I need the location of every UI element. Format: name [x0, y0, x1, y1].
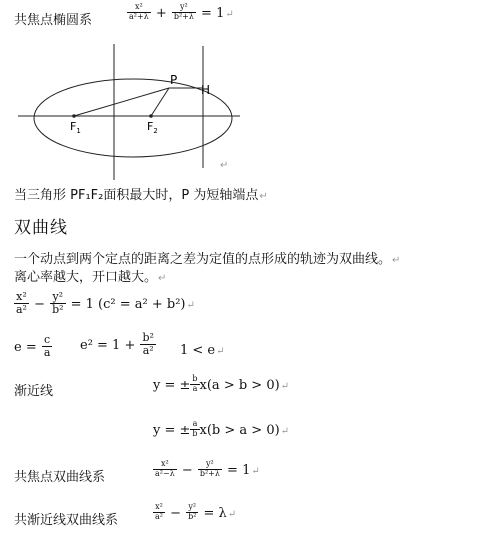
coasymptote-hyperbola-equation: $\frac{\text{x²}}{\text{a²}}$ − $\frac{\text{y²}}{\text{b²}}$ = λ↵ [155, 502, 237, 521]
diagram-paragraph-mark: ↵ [220, 160, 229, 171]
eccentricity-note: 离心率越大，开口越大。↵ [14, 270, 167, 285]
cofocal-ellipse-label: 共焦点椭圆系 [14, 13, 93, 28]
focus-f2-point [149, 114, 153, 118]
hyperbola-standard-equation: $\frac{\text{x²}}{\text{a²}}$ − $\frac{\text{y²}}{\text{b²}}$ = 1 (c² = a² + b²)↵ [16, 290, 195, 317]
coasymptote-hyperbola-label: 共渐近线双曲线系 [14, 513, 119, 528]
focus-f1-point [72, 114, 76, 118]
cofocal-hyperbola-equation: $\frac{\text{x²}}{\text{a²−λ}}$ − $\frac{\text{y²}}{\text{b²+λ}}$ = 1↵ [155, 459, 260, 478]
label-f2: $F_2$ [147, 120, 158, 135]
cofocal-hyperbola-label: 共焦点双曲线系 [14, 470, 106, 485]
label-p: P [170, 73, 178, 87]
segment-pf1 [74, 88, 169, 116]
hyperbola-heading: 双曲线 [14, 218, 68, 238]
label-h: H [201, 83, 211, 97]
eccentricity-squared-equation: e² = 1 + $\frac{\text{b²}}{\text{a²}}$ [80, 331, 154, 358]
asymptote-equation-1: y = ± $\frac{b}{a}$ x(a > b > 0)↵ [153, 374, 290, 393]
asymptote-equation-2: y = ± $\frac{a}{b}$ x(b > a > 0)↵ [153, 419, 290, 438]
max-area-note: 当三角形 PF₁F₂面积最大时，P 为短轴端点↵ [14, 188, 268, 203]
ellipse-diagram [14, 42, 244, 182]
hyperbola-definition: 一个动点到两个定点的距离之差为定值的点形成的轨迹为双曲线。↵ [14, 252, 401, 267]
label-f1: $F_1$ [70, 120, 81, 135]
eccentricity-range: 1 < e↵ [180, 343, 225, 358]
asymptote-label: 渐近线 [14, 384, 54, 399]
cofocal-ellipse-equation: $\frac{\text{x²}}{\text{a²+λ}}$ + $\frac{\text{y²}}{\text{b²+λ}}$ = 1↵ [129, 2, 234, 21]
eccentricity-definition: e = $\frac{c}{a}$ [14, 333, 51, 360]
